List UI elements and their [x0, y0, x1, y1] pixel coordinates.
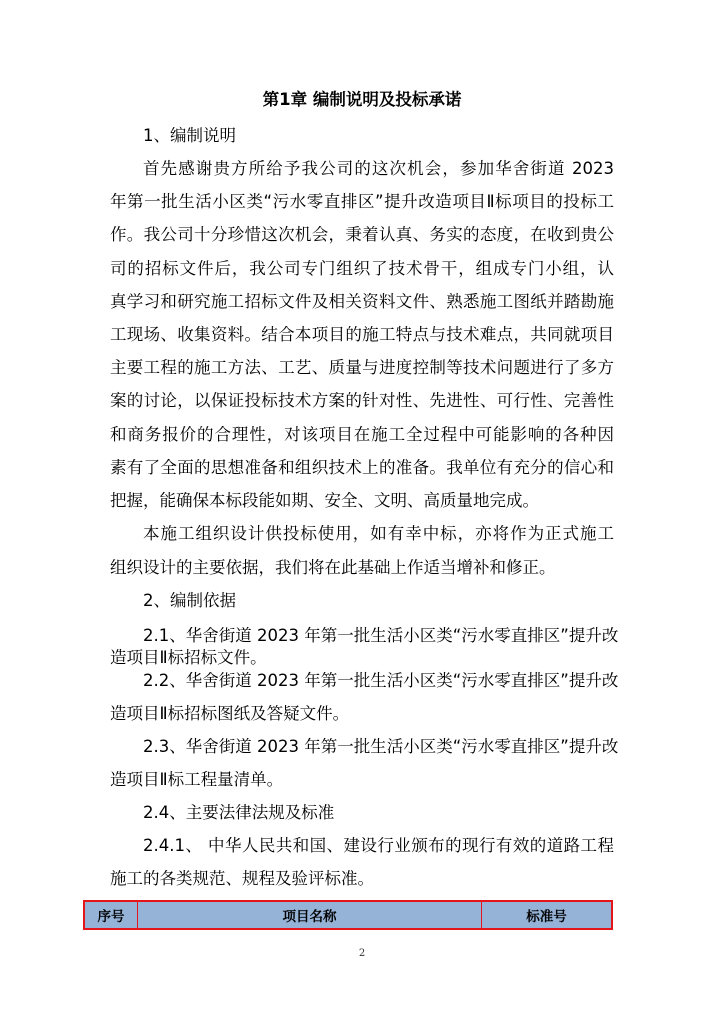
paragraph-line: 素有了全面的思想准备和组织技术上的准备。我单位有充分的信心和: [110, 458, 614, 477]
chapter-title: 第1章 编制说明及投标承诺: [262, 90, 462, 109]
paragraph-line: 司的招标文件后，我公司专门组织了技术骨干，组成专门小组，认: [110, 259, 614, 278]
paragraph-line: 和商务报价的合理性，对该项目在施工全过程中可能影响的各种因: [110, 425, 614, 444]
column-header-index: 序号: [85, 902, 138, 928]
section-2-heading: 2、编制依据: [143, 591, 236, 610]
paragraph-line: 把握，能确保本标段能如期、安全、文明、高质量地完成。: [110, 491, 539, 510]
paragraph-line: 造项目Ⅱ标招标文件。: [110, 648, 267, 667]
basis-item-2-4: 2.4、主要法律法规及标准: [143, 803, 335, 822]
paragraph-line: 真学习和研究施工招标文件及相关资料文件、熟悉施工图纸并踏勘施: [110, 292, 614, 311]
standards-table-header: [83, 900, 613, 930]
page-number: 2: [358, 948, 366, 959]
paragraph-line: 2.3、华舍街道 2023 年第一批生活小区类“污水零直排区”提升改: [143, 737, 619, 756]
paragraph-line: 主要工程的施工方法、工艺、质量与进度控制等技术问题进行了多方: [110, 358, 614, 377]
paragraph-line: 2.2、华舍街道 2023 年第一批生活小区类“污水零直排区”提升改: [143, 671, 619, 690]
paragraph-line: 组织设计的主要依据，我们将在此基础上作适当增补和修正。: [110, 558, 556, 577]
paragraph-line: 施工的各类规范、规程及验评标准。: [110, 869, 374, 888]
paragraph-line: 2.4.1、 中华人民共和国、建设行业颁布的现行有效的道路工程: [143, 836, 614, 855]
paragraph-line: 造项目Ⅱ标工程量清单。: [110, 770, 284, 789]
paragraph-line: 作。我公司十分珍惜这次机会，秉着认真、务实的态度，在收到贵公: [110, 225, 614, 244]
paragraph-line: 造项目Ⅱ标招标图纸及答疑文件。: [110, 704, 350, 723]
paragraph-line: 2.1、华舍街道 2023 年第一批生活小区类“污水零直排区”提升改: [143, 626, 619, 645]
paragraph-line: 首先感谢贵方所给予我公司的这次机会，参加华舍街道 2023: [143, 159, 614, 178]
paragraph-line: 年第一批生活小区类“污水零直排区”提升改造项目Ⅱ标项目的投标工: [110, 192, 614, 211]
paragraph-line: 案的讨论，以保证投标技术方案的针对性、先进性、可行性、完善性: [110, 391, 614, 410]
paragraph-line: 工现场、收集资料。结合本项目的施工特点与技术难点，共同就项目: [110, 325, 614, 344]
column-header-item-name: 项目名称: [138, 902, 482, 928]
column-header-standard-no: 标准号: [526, 909, 567, 925]
paragraph-line: 本施工组织设计供投标使用，如有幸中标，亦将作为正式施工: [143, 524, 614, 543]
section-1-heading: 1、编制说明: [143, 126, 236, 145]
